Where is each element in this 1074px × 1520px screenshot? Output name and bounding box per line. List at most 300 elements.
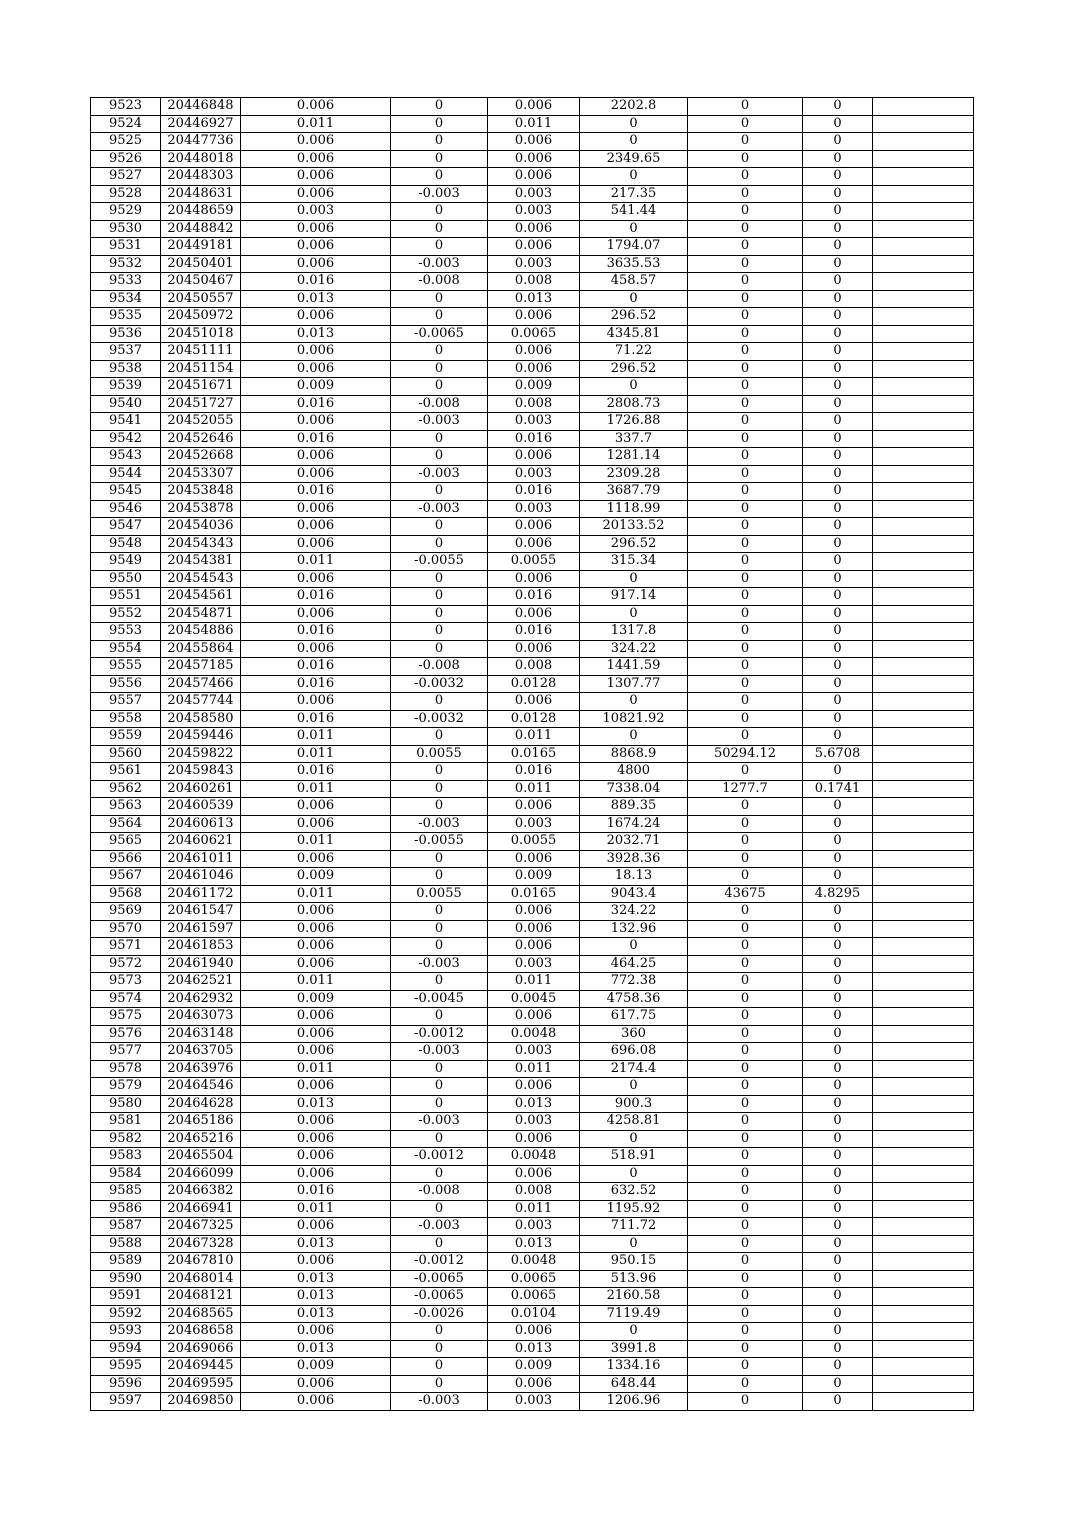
- table-cell: 0.006: [488, 693, 580, 711]
- table-cell: [873, 98, 974, 116]
- table-cell: 2202.8: [580, 98, 688, 116]
- table-cell: 0.006: [241, 798, 391, 816]
- table-cell: 9542: [91, 430, 161, 448]
- table-cell: 0.0055: [488, 553, 580, 571]
- table-row: [91, 325, 974, 343]
- table-cell: 0.008: [488, 1183, 580, 1201]
- table-cell: [873, 553, 974, 571]
- table-cell: 20457185: [161, 658, 241, 676]
- table-cell: 900.3: [580, 1095, 688, 1113]
- table-cell: 0.006: [488, 1165, 580, 1183]
- table-cell: 5.6708: [803, 745, 873, 763]
- table-cell: 0: [803, 465, 873, 483]
- table-cell: 0.006: [488, 535, 580, 553]
- table-cell: 0: [803, 850, 873, 868]
- table-cell: 0.006: [488, 168, 580, 186]
- table-cell: 0: [391, 570, 488, 588]
- table-cell: 1281.14: [580, 448, 688, 466]
- table-cell: 0.003: [488, 185, 580, 203]
- table-row: [91, 903, 974, 921]
- table-cell: 4.8295: [803, 885, 873, 903]
- table-cell: 9588: [91, 1235, 161, 1253]
- table-row: [91, 1253, 974, 1271]
- table-row: [91, 623, 974, 641]
- table-cell: -0.008: [391, 273, 488, 291]
- table-cell: -0.0065: [391, 1288, 488, 1306]
- table-cell: 0.0048: [488, 1025, 580, 1043]
- table-cell: 9559: [91, 728, 161, 746]
- table-cell: 0: [391, 378, 488, 396]
- table-cell: 0: [391, 115, 488, 133]
- table-cell: 0: [803, 220, 873, 238]
- table-cell: 8868.9: [580, 745, 688, 763]
- table-cell: -0.008: [391, 1183, 488, 1201]
- table-cell: 9595: [91, 1358, 161, 1376]
- table-cell: 0: [803, 798, 873, 816]
- table-cell: 0: [688, 1060, 803, 1078]
- table-cell: 9527: [91, 168, 161, 186]
- table-row: [91, 1358, 974, 1376]
- table-cell: 20466941: [161, 1200, 241, 1218]
- table-cell: 0: [803, 1165, 873, 1183]
- table-cell: 0: [688, 1078, 803, 1096]
- table-cell: 0: [391, 973, 488, 991]
- table-cell: 0: [391, 1130, 488, 1148]
- table-cell: 0: [803, 255, 873, 273]
- table-cell: 9546: [91, 500, 161, 518]
- table-cell: 296.52: [580, 535, 688, 553]
- table-cell: 0: [391, 1078, 488, 1096]
- table-cell: 0.006: [241, 1113, 391, 1131]
- table-cell: 0.0055: [488, 833, 580, 851]
- table-row: [91, 868, 974, 886]
- table-cell: 0: [391, 448, 488, 466]
- table-cell: 20452646: [161, 430, 241, 448]
- table-cell: 0.006: [488, 903, 580, 921]
- table-cell: 0: [803, 360, 873, 378]
- table-cell: 0: [688, 430, 803, 448]
- table-body: [91, 98, 974, 1411]
- table-row: [91, 150, 974, 168]
- table-cell: 20468658: [161, 1323, 241, 1341]
- table-cell: 0.006: [241, 1008, 391, 1026]
- table-cell: 0: [803, 290, 873, 308]
- table-cell: 0.009: [241, 378, 391, 396]
- table-cell: 0: [580, 570, 688, 588]
- table-cell: 0: [803, 378, 873, 396]
- table-cell: 0.006: [241, 360, 391, 378]
- table-cell: [873, 413, 974, 431]
- table-cell: 0: [580, 1165, 688, 1183]
- table-cell: 9537: [91, 343, 161, 361]
- table-cell: [873, 465, 974, 483]
- table-cell: 1726.88: [580, 413, 688, 431]
- table-cell: 20459822: [161, 745, 241, 763]
- table-cell: 132.96: [580, 920, 688, 938]
- table-cell: 0: [803, 1060, 873, 1078]
- table-cell: 0: [391, 798, 488, 816]
- table-cell: 0: [688, 640, 803, 658]
- table-cell: 0: [803, 693, 873, 711]
- table-cell: 315.34: [580, 553, 688, 571]
- table-cell: 9551: [91, 588, 161, 606]
- table-cell: 0: [688, 623, 803, 641]
- table-cell: 0.008: [488, 658, 580, 676]
- table-cell: -0.003: [391, 1113, 488, 1131]
- table-cell: 0: [391, 640, 488, 658]
- table-cell: 9582: [91, 1130, 161, 1148]
- table-cell: 20446848: [161, 98, 241, 116]
- table-cell: 0: [688, 535, 803, 553]
- table-cell: -0.0065: [391, 325, 488, 343]
- table-cell: 0.006: [241, 1323, 391, 1341]
- table-cell: [873, 990, 974, 1008]
- table-cell: 20465186: [161, 1113, 241, 1131]
- table-cell: 0: [688, 868, 803, 886]
- table-cell: 0: [688, 973, 803, 991]
- table-cell: 0.006: [241, 955, 391, 973]
- table-cell: 2160.58: [580, 1288, 688, 1306]
- table-row: [91, 553, 974, 571]
- table-cell: 0.013: [241, 325, 391, 343]
- table-cell: 0.006: [488, 640, 580, 658]
- table-cell: 1334.16: [580, 1358, 688, 1376]
- table-cell: 9563: [91, 798, 161, 816]
- table-cell: 9575: [91, 1008, 161, 1026]
- table-row: [91, 1008, 974, 1026]
- table-cell: 0.013: [241, 1235, 391, 1253]
- table-row: [91, 833, 974, 851]
- table-cell: 0: [688, 325, 803, 343]
- table-cell: 20461547: [161, 903, 241, 921]
- table-cell: 696.08: [580, 1043, 688, 1061]
- table-cell: 0: [391, 938, 488, 956]
- table-cell: 0: [803, 1078, 873, 1096]
- table-cell: 0: [803, 1008, 873, 1026]
- table-cell: 0.006: [241, 185, 391, 203]
- table-cell: 296.52: [580, 308, 688, 326]
- table-cell: 9558: [91, 710, 161, 728]
- table-cell: -0.0012: [391, 1148, 488, 1166]
- table-cell: 0.006: [241, 168, 391, 186]
- table-cell: 0.006: [241, 238, 391, 256]
- table-cell: 0: [803, 1288, 873, 1306]
- table-cell: 0.011: [241, 553, 391, 571]
- table-cell: 0.016: [241, 675, 391, 693]
- table-cell: 9578: [91, 1060, 161, 1078]
- table-cell: 0: [803, 133, 873, 151]
- table-cell: 0: [688, 518, 803, 536]
- table-cell: 0.013: [241, 1340, 391, 1358]
- table-cell: 0.016: [241, 273, 391, 291]
- table-cell: 0: [580, 378, 688, 396]
- table-cell: 0: [688, 290, 803, 308]
- table-cell: 0: [803, 395, 873, 413]
- table-cell: 0.011: [241, 728, 391, 746]
- table-cell: 0: [391, 238, 488, 256]
- table-cell: 0.0165: [488, 745, 580, 763]
- table-row: [91, 763, 974, 781]
- table-cell: 20467328: [161, 1235, 241, 1253]
- table-cell: 0: [803, 990, 873, 1008]
- table-cell: 0.003: [488, 955, 580, 973]
- table-cell: [873, 378, 974, 396]
- table-cell: 0: [803, 1305, 873, 1323]
- table-cell: 20465504: [161, 1148, 241, 1166]
- table-cell: 0.0065: [488, 325, 580, 343]
- table-cell: 0: [803, 483, 873, 501]
- table-cell: 20450972: [161, 308, 241, 326]
- table-cell: 9534: [91, 290, 161, 308]
- table-cell: 9043.4: [580, 885, 688, 903]
- table-cell: [873, 745, 974, 763]
- table-cell: [873, 675, 974, 693]
- table-cell: 0.006: [241, 1043, 391, 1061]
- table-cell: 20464546: [161, 1078, 241, 1096]
- table-cell: 0.006: [241, 850, 391, 868]
- table-cell: 0: [688, 500, 803, 518]
- table-cell: 0: [803, 833, 873, 851]
- table-cell: 0.006: [488, 448, 580, 466]
- table-cell: 0: [391, 605, 488, 623]
- table-cell: 0: [580, 1130, 688, 1148]
- table-cell: 0: [803, 1095, 873, 1113]
- table-cell: 4758.36: [580, 990, 688, 1008]
- table-row: [91, 115, 974, 133]
- table-row: [91, 343, 974, 361]
- table-cell: 9540: [91, 395, 161, 413]
- table-cell: 0.003: [488, 1218, 580, 1236]
- table-cell: 0: [391, 903, 488, 921]
- table-cell: 20457466: [161, 675, 241, 693]
- table-cell: 9573: [91, 973, 161, 991]
- table-row: [91, 483, 974, 501]
- table-cell: 0: [391, 98, 488, 116]
- table-cell: 0: [580, 290, 688, 308]
- table-cell: 20453878: [161, 500, 241, 518]
- table-cell: 0.009: [241, 1358, 391, 1376]
- table-cell: [873, 903, 974, 921]
- table-cell: 324.22: [580, 640, 688, 658]
- table-row: [91, 1323, 974, 1341]
- table-cell: 917.14: [580, 588, 688, 606]
- table-cell: 9593: [91, 1323, 161, 1341]
- table-cell: 9552: [91, 605, 161, 623]
- table-cell: 0.006: [241, 98, 391, 116]
- table-row: [91, 693, 974, 711]
- table-cell: 0: [688, 588, 803, 606]
- table-cell: [873, 1253, 974, 1271]
- table-cell: [873, 1340, 974, 1358]
- table-cell: 9560: [91, 745, 161, 763]
- table-cell: 0: [391, 588, 488, 606]
- table-cell: 20461172: [161, 885, 241, 903]
- table-cell: [873, 500, 974, 518]
- table-cell: 0: [803, 728, 873, 746]
- table-cell: 0.0165: [488, 885, 580, 903]
- table-cell: 9541: [91, 413, 161, 431]
- table-cell: 324.22: [580, 903, 688, 921]
- table-cell: 0: [391, 763, 488, 781]
- table-cell: [873, 308, 974, 326]
- table-cell: 9532: [91, 255, 161, 273]
- table-row: [91, 675, 974, 693]
- table-cell: 0: [803, 1340, 873, 1358]
- table-cell: 9557: [91, 693, 161, 711]
- table-cell: 0: [688, 378, 803, 396]
- data-table: [90, 97, 974, 1411]
- table-cell: 20458580: [161, 710, 241, 728]
- table-row: [91, 973, 974, 991]
- table-cell: 0: [803, 1323, 873, 1341]
- table-cell: 0: [803, 1253, 873, 1271]
- table-cell: 9580: [91, 1095, 161, 1113]
- table-cell: 9553: [91, 623, 161, 641]
- table-cell: 0: [803, 1148, 873, 1166]
- table-cell: 0: [688, 1270, 803, 1288]
- table-cell: 0.006: [488, 360, 580, 378]
- table-cell: 71.22: [580, 343, 688, 361]
- table-cell: 20451154: [161, 360, 241, 378]
- table-cell: 20448842: [161, 220, 241, 238]
- table-cell: 20461046: [161, 868, 241, 886]
- table-cell: 0.011: [241, 1200, 391, 1218]
- table-cell: 4345.81: [580, 325, 688, 343]
- table-cell: 0.006: [488, 308, 580, 326]
- table-cell: [873, 448, 974, 466]
- table-cell: 0: [803, 448, 873, 466]
- table-row: [91, 1165, 974, 1183]
- table-cell: 0: [803, 868, 873, 886]
- table-cell: 50294.12: [688, 745, 803, 763]
- table-row: [91, 588, 974, 606]
- table-cell: 9533: [91, 273, 161, 291]
- table-cell: 0: [391, 1060, 488, 1078]
- table-cell: 0.011: [488, 728, 580, 746]
- table-row: [91, 1095, 974, 1113]
- table-cell: 0: [391, 920, 488, 938]
- table-cell: 0: [803, 675, 873, 693]
- table-cell: 0: [580, 728, 688, 746]
- table-cell: [873, 1288, 974, 1306]
- table-cell: 0.016: [488, 588, 580, 606]
- table-cell: 9577: [91, 1043, 161, 1061]
- table-cell: 0.006: [488, 220, 580, 238]
- table-row: [91, 1200, 974, 1218]
- table-cell: -0.003: [391, 413, 488, 431]
- table-cell: -0.0012: [391, 1025, 488, 1043]
- table-cell: 0: [391, 133, 488, 151]
- table-cell: 0: [688, 1358, 803, 1376]
- table-row: [91, 535, 974, 553]
- table-cell: 20459446: [161, 728, 241, 746]
- table-row: [91, 360, 974, 378]
- table-cell: 0.009: [488, 1358, 580, 1376]
- table-cell: [873, 1218, 974, 1236]
- table-cell: [873, 1305, 974, 1323]
- table-cell: [873, 920, 974, 938]
- table-cell: 0.006: [241, 1253, 391, 1271]
- table-cell: 20469066: [161, 1340, 241, 1358]
- table-cell: 0: [803, 535, 873, 553]
- table-cell: 0.006: [241, 1130, 391, 1148]
- table-cell: 0.008: [488, 273, 580, 291]
- table-cell: 0.016: [488, 483, 580, 501]
- table-cell: 20465216: [161, 1130, 241, 1148]
- table-cell: 0.013: [241, 1305, 391, 1323]
- table-cell: 0: [803, 1270, 873, 1288]
- table-cell: 0: [688, 1253, 803, 1271]
- table-cell: 20460613: [161, 815, 241, 833]
- table-row: [91, 570, 974, 588]
- table-cell: 0: [391, 150, 488, 168]
- table-cell: 0.016: [241, 588, 391, 606]
- table-cell: 4800: [580, 763, 688, 781]
- table-cell: 9539: [91, 378, 161, 396]
- table-cell: 0.006: [241, 640, 391, 658]
- table-cell: 513.96: [580, 1270, 688, 1288]
- table-cell: 0: [580, 133, 688, 151]
- table-row: [91, 798, 974, 816]
- table-cell: 0.0048: [488, 1253, 580, 1271]
- table-cell: 20460261: [161, 780, 241, 798]
- table-cell: 0: [391, 1200, 488, 1218]
- table-cell: 0: [688, 850, 803, 868]
- table-cell: [873, 955, 974, 973]
- table-cell: 0: [803, 920, 873, 938]
- table-cell: 518.91: [580, 1148, 688, 1166]
- table-cell: 1195.92: [580, 1200, 688, 1218]
- table-cell: -0.0012: [391, 1253, 488, 1271]
- table-cell: 0: [803, 168, 873, 186]
- table-cell: [873, 1200, 974, 1218]
- table-cell: 0: [688, 1340, 803, 1358]
- table-cell: 10821.92: [580, 710, 688, 728]
- table-cell: 20454036: [161, 518, 241, 536]
- table-cell: 0: [391, 483, 488, 501]
- table-cell: 0.013: [488, 290, 580, 308]
- table-cell: 0.006: [241, 938, 391, 956]
- table-row: [91, 185, 974, 203]
- table-row: [91, 500, 974, 518]
- table-cell: [873, 1270, 974, 1288]
- table-cell: [873, 203, 974, 221]
- table-cell: 0.006: [241, 570, 391, 588]
- table-cell: 20463976: [161, 1060, 241, 1078]
- table-row: [91, 273, 974, 291]
- table-cell: 9568: [91, 885, 161, 903]
- table-row: [91, 1113, 974, 1131]
- table-cell: 0: [688, 308, 803, 326]
- table-cell: [873, 798, 974, 816]
- table-row: [91, 1183, 974, 1201]
- table-cell: -0.0026: [391, 1305, 488, 1323]
- table-cell: 0.0048: [488, 1148, 580, 1166]
- table-cell: 0: [688, 658, 803, 676]
- table-cell: 0: [803, 430, 873, 448]
- table-cell: 0: [803, 500, 873, 518]
- table-cell: 9564: [91, 815, 161, 833]
- table-cell: 0: [688, 115, 803, 133]
- table-cell: [873, 185, 974, 203]
- table-cell: 0: [688, 1323, 803, 1341]
- table-cell: 541.44: [580, 203, 688, 221]
- table-cell: 0: [580, 168, 688, 186]
- table-row: [91, 1288, 974, 1306]
- table-cell: -0.003: [391, 1393, 488, 1411]
- table-cell: 9584: [91, 1165, 161, 1183]
- table-cell: 20454871: [161, 605, 241, 623]
